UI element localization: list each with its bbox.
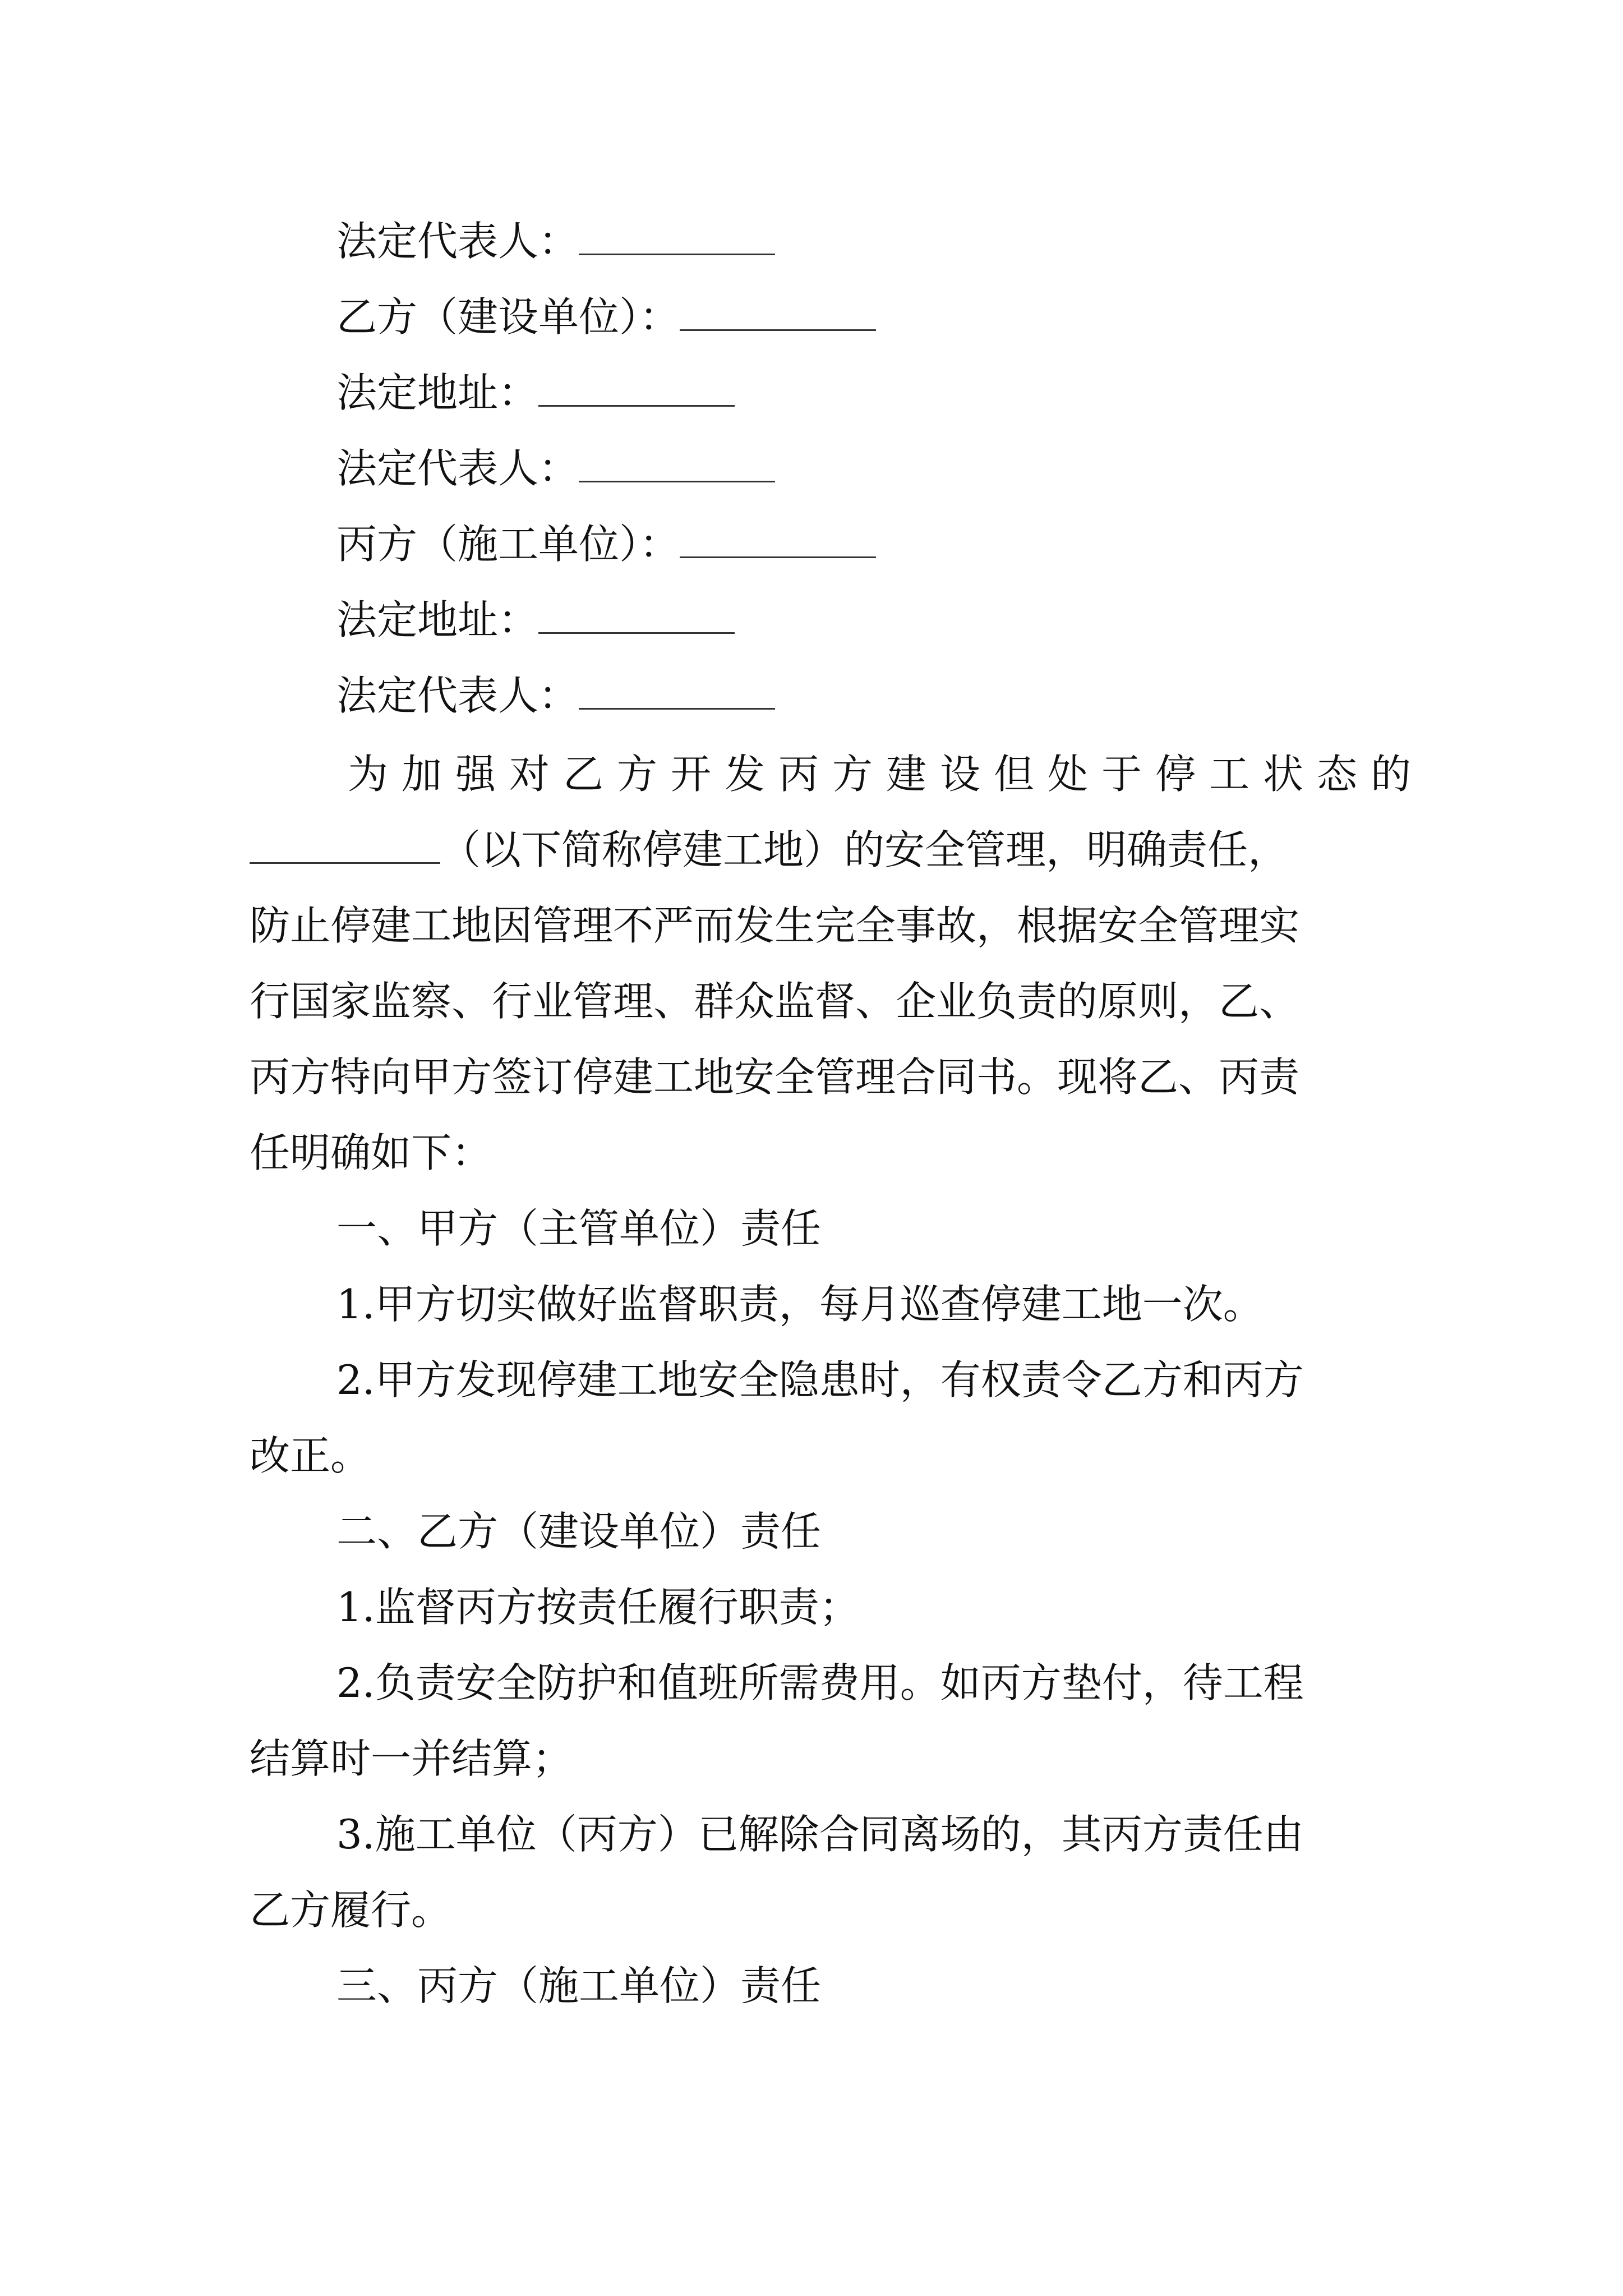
section-2-item-3a-text: 3.施工单位（丙方）已解除合同离场的，其丙方责任由 <box>336 1811 1304 1858</box>
intro-text-3: 防止停建工地因管理不严而发生完全事故，根据安全管理实 <box>250 902 1300 949</box>
section-2-item-3a <box>336 1806 1304 1862</box>
section-2-item-2a-text: 2.负责安全防护和值班所需费用。如丙方垫付，待工程 <box>336 1659 1304 1706</box>
section-2-title <box>336 1503 821 1559</box>
section-3-title-text: 三、丙方（施工单位）责任 <box>336 1962 822 2009</box>
legal-rep-label-2: 法定代表人： <box>336 445 579 492</box>
section-2-item-3b <box>250 1882 451 1938</box>
section-2-title-text: 二、乙方（建设单位）责任 <box>336 1508 822 1555</box>
legal-rep-line-1 <box>336 213 775 269</box>
site-name-blank[interactable] <box>250 829 440 864</box>
section-1-item-2a <box>336 1352 1304 1408</box>
intro-text-5: 丙方特向甲方签订停建工地安全管理合同书。现将乙、丙责 <box>250 1053 1300 1101</box>
legal-rep-blank-1[interactable] <box>579 220 775 255</box>
legal-address-blank-1[interactable] <box>538 371 735 407</box>
legal-address-blank-2[interactable] <box>538 599 735 634</box>
section-1-item-2b <box>250 1428 371 1484</box>
legal-rep-line-2 <box>336 440 775 496</box>
intro-line-2 <box>250 822 1288 878</box>
legal-rep-blank-2[interactable] <box>579 447 775 482</box>
intro-line-4 <box>250 973 1299 1029</box>
intro-line-5 <box>250 1049 1299 1105</box>
section-3-title <box>336 1958 821 2014</box>
legal-address-label-2: 法定地址： <box>336 596 539 643</box>
intro-text-1: 为加强对乙方开发丙方建设但处于停工状态的 <box>348 751 1425 798</box>
intro-text-2: （以下简称停建工地）的安全管理，明确责任， <box>440 826 1289 873</box>
party-c-line <box>336 516 876 572</box>
legal-rep-label-3: 法定代表人： <box>336 672 579 719</box>
legal-rep-blank-3[interactable] <box>579 674 775 710</box>
intro-text-6: 任明确如下： <box>250 1129 492 1176</box>
section-1-title-text: 一、甲方（主管单位）责任 <box>336 1205 822 1252</box>
section-1-item-1 <box>336 1276 1264 1332</box>
section-2-item-1 <box>336 1579 860 1635</box>
legal-address-label-1: 法定地址： <box>336 369 539 416</box>
section-1-item-1-text: 1.甲方切实做好监督职责，每月巡查停建工地一次。 <box>336 1281 1264 1328</box>
section-2-item-2b <box>250 1731 573 1787</box>
section-2-item-2b-text: 结算时一并结算； <box>250 1735 573 1782</box>
legal-rep-label-1: 法定代表人： <box>336 218 579 265</box>
section-1-item-2b-text: 改正。 <box>250 1432 371 1479</box>
party-c-label: 丙方（施工单位）： <box>336 521 680 568</box>
intro-line-6 <box>250 1125 492 1181</box>
party-b-line <box>336 289 876 345</box>
section-2-item-3b-text: 乙方履行。 <box>250 1887 452 1934</box>
section-2-item-1-text: 1.监督丙方按责任履行职责； <box>336 1584 860 1631</box>
legal-rep-line-3 <box>336 668 775 724</box>
section-1-item-2a-text: 2.甲方发现停建工地安全隐患时，有权责令乙方和丙方 <box>336 1356 1304 1404</box>
party-b-label: 乙方（建设单位）： <box>336 293 680 341</box>
intro-text-4: 行国家监察、行业管理、群众监督、企业负责的原则，乙、 <box>250 978 1300 1025</box>
legal-address-line-2 <box>336 592 735 648</box>
intro-line-1 <box>348 746 1425 802</box>
legal-address-line-1 <box>336 365 735 421</box>
party-c-blank[interactable] <box>680 523 876 558</box>
party-b-blank[interactable] <box>680 296 876 331</box>
intro-line-3 <box>250 898 1299 954</box>
section-2-item-2a <box>336 1655 1304 1711</box>
section-1-title <box>336 1200 821 1257</box>
